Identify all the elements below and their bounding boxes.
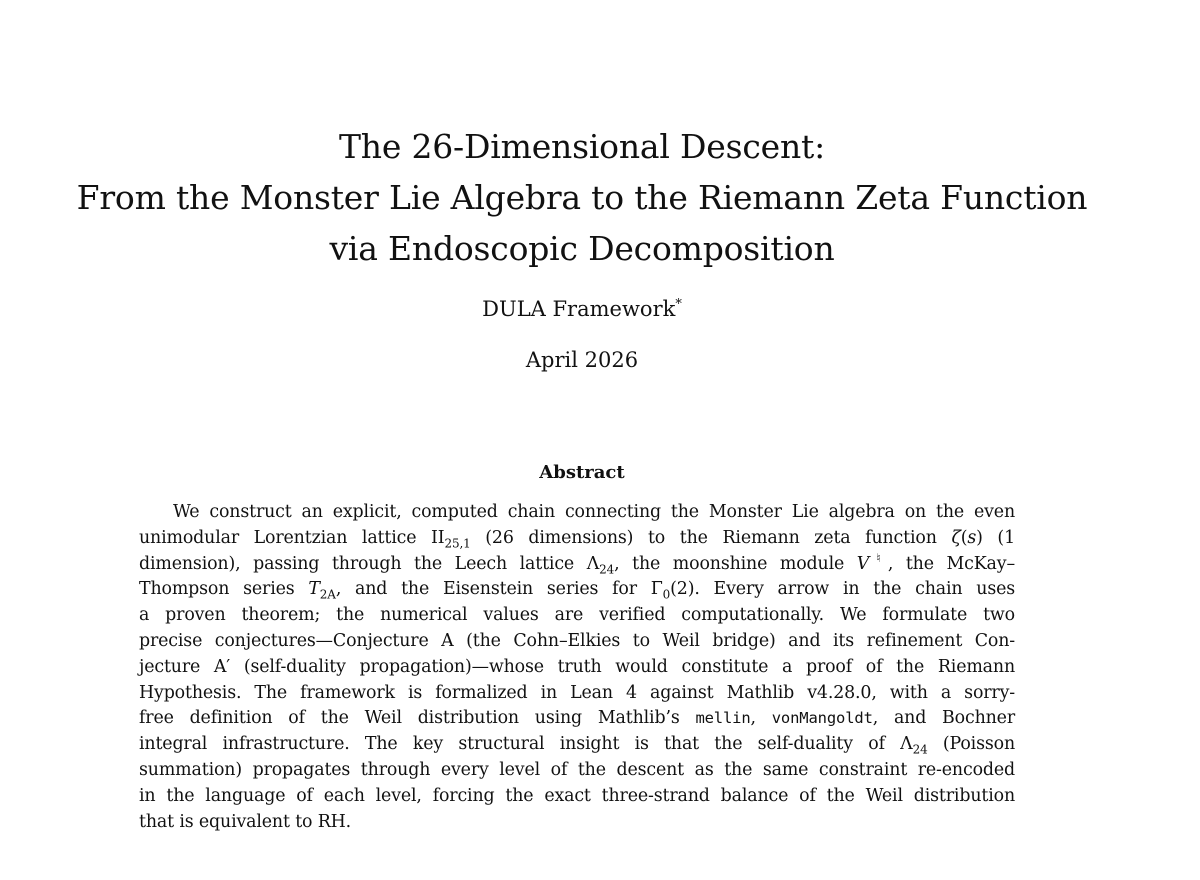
- abstract-line: [139, 784, 1015, 810]
- abstract-line: [139, 500, 1015, 526]
- abstract-line: [139, 732, 1015, 758]
- abstract-line: [139, 526, 1015, 552]
- math-base: Λ: [900, 734, 913, 755]
- math-subscript: 25,1: [444, 536, 471, 551]
- math-subscript: 24: [599, 562, 615, 577]
- math-symbol: [967, 528, 976, 548]
- math-base: Λ: [586, 553, 600, 574]
- author-footnote-mark: *: [675, 297, 682, 312]
- abstract-line: [139, 577, 1015, 603]
- math-symbol: [650, 579, 671, 602]
- abstract-text: dimension), passing through the Leech lattice: [139, 553, 587, 574]
- title-line-3: via Endoscopic Decomposition: [329, 229, 835, 268]
- paper-title: [0, 121, 1164, 274]
- math-base: V: [856, 553, 870, 574]
- abstract-text: free definition of the Weil distribution using Mathlib’s: [139, 708, 696, 729]
- math-symbol: [951, 528, 960, 548]
- abstract-line: [139, 681, 1015, 707]
- abstract-text: that is equivalent to RH.: [139, 811, 352, 832]
- abstract-heading: Abstract: [539, 462, 625, 483]
- abstract-text: a proven theorem; the numerical values are verified computationally. We formulate two: [139, 605, 1015, 626]
- abstract-text: ) (1: [976, 527, 1015, 548]
- abstract-text: ,: [750, 708, 772, 729]
- math-subscript: 2A: [319, 587, 336, 602]
- math-symbol: [431, 527, 471, 551]
- abstract-text: We construct an explicit, computed chain connecting the Monster Lie algebra on the even: [173, 502, 1015, 522]
- abstract-text: Hypothesis. The framework is formalized in Lean 4 against Mathlib v4.28.0, with a sorry-: [139, 682, 1015, 703]
- abstract-line: [139, 810, 1015, 836]
- abstract-text: , the McKay–: [887, 553, 1015, 574]
- author: [0, 295, 1164, 323]
- abstract-text: , and the Eisenstein series for: [335, 579, 651, 600]
- math-base: ζ: [951, 527, 961, 548]
- abstract-line: [139, 603, 1015, 629]
- math-symbol: [856, 550, 888, 574]
- math-symbol: [308, 579, 336, 602]
- math-base: II: [431, 527, 445, 548]
- abstract-text: unimodular Lorentzian lattice: [139, 527, 432, 548]
- abstract-text: (: [960, 527, 968, 548]
- abstract-line: [139, 706, 1015, 732]
- abstract-text: jecture A′ (self-duality propagation)—whose truth would constitute a proof of the Riemann: [139, 656, 1015, 677]
- abstract-text: (Poisson: [927, 734, 1015, 755]
- math-symbol: [900, 734, 928, 757]
- abstract-line: [139, 552, 1015, 578]
- abstract-line: [139, 655, 1015, 681]
- abstract-line: [139, 758, 1015, 784]
- abstract-text: integral infrastructure. The key structural insight is that the self-duality of: [139, 734, 901, 755]
- math-base: T: [308, 579, 320, 600]
- abstract-text: (2). Every arrow in the chain uses: [670, 579, 1016, 600]
- abstract-body: [139, 500, 1015, 835]
- math-base: Γ: [650, 579, 663, 600]
- abstract-text: Thompson series: [139, 579, 309, 600]
- abstract-text: precise conjectures—Conjecture A (the Cohn–Elkies to Weil bridge) and its refinement Con-: [139, 630, 1015, 651]
- abstract-text: summation) propagates through every level of the descent as the same constraint re-encoded: [139, 759, 1015, 780]
- math-superscript: ♮: [869, 550, 888, 565]
- abstract-text: (26 dimensions) to the Riemann zeta function: [470, 527, 952, 548]
- author-name: DULA Framework: [482, 297, 676, 321]
- math-symbol: [586, 553, 615, 577]
- math-subscript: 0: [662, 587, 671, 602]
- abstract-text: in the language of each level, forcing the exact three-strand balance of the Weil distribution: [139, 785, 1015, 806]
- code-identifier: mellin: [695, 709, 751, 728]
- abstract-text: , the moonshine module: [614, 553, 857, 574]
- math-base: s: [967, 527, 977, 548]
- abstract-text: , and Bochner: [872, 708, 1015, 729]
- abstract-line: [139, 629, 1015, 655]
- publication-date: April 2026: [525, 348, 639, 372]
- title-line-2: From the Monster Lie Algebra to the Riemann Zeta Function: [76, 178, 1088, 217]
- code-identifier: vonMangoldt: [771, 709, 873, 728]
- title-line-1: The 26-Dimensional Descent:: [338, 127, 825, 166]
- math-subscript: 24: [912, 742, 928, 757]
